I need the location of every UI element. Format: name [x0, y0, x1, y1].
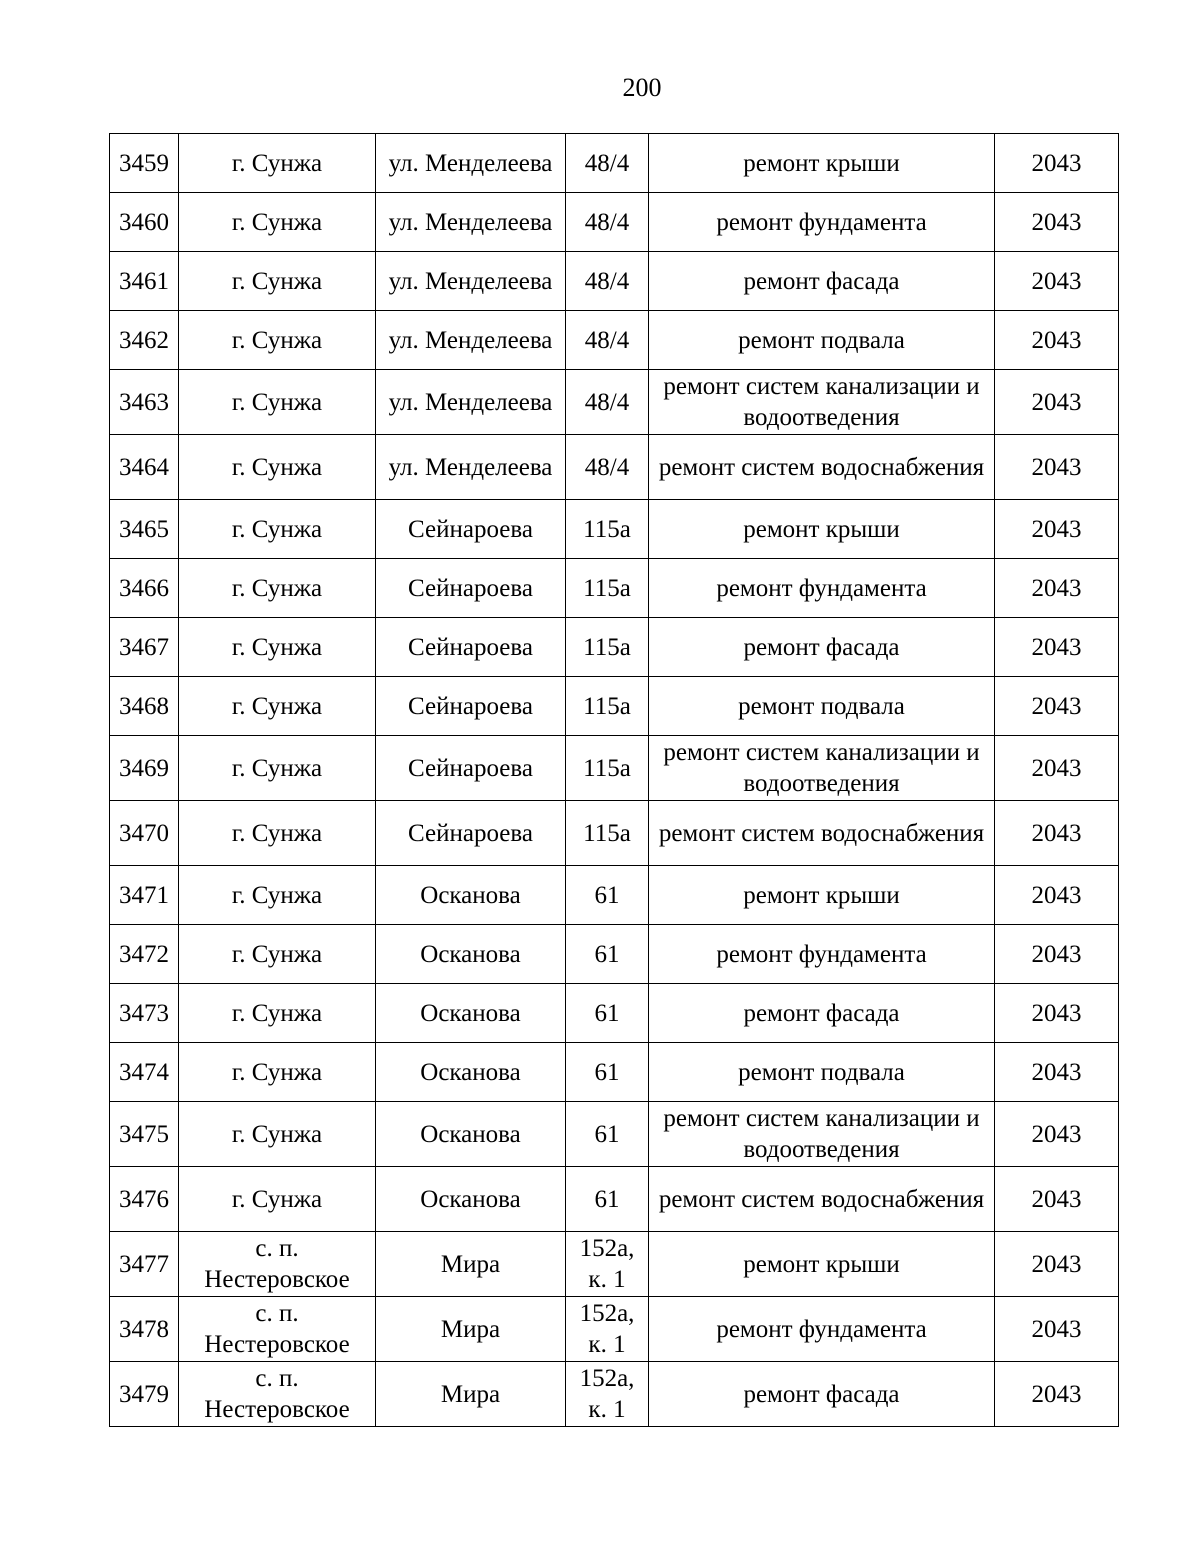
table-row — [110, 618, 1119, 677]
year-cell: 2043 — [995, 866, 1119, 925]
work-type-cell: ремонт подвала — [649, 677, 995, 736]
work-type-cell: ремонт подвала — [649, 311, 995, 370]
street-cell: Осканова — [376, 866, 566, 925]
year-cell: 2043 — [995, 736, 1119, 801]
row-number: 3472 — [110, 925, 179, 984]
row-number: 3460 — [110, 193, 179, 252]
row-number: 3468 — [110, 677, 179, 736]
row-number: 3475 — [110, 1102, 179, 1167]
work-type-cell: ремонт крыши — [649, 134, 995, 193]
work-type-cell: ремонт систем водоснабжения — [649, 801, 995, 866]
year-cell: 2043 — [995, 801, 1119, 866]
row-number: 3476 — [110, 1167, 179, 1232]
year-cell: 2043 — [995, 559, 1119, 618]
house-cell: 115а — [566, 736, 649, 801]
street-cell: Осканова — [376, 984, 566, 1043]
year-cell: 2043 — [995, 1043, 1119, 1102]
work-type-cell: ремонт систем водоснабжения — [649, 1167, 995, 1232]
row-number: 3467 — [110, 618, 179, 677]
row-number: 3463 — [110, 370, 179, 435]
table-row — [110, 1362, 1119, 1427]
row-number: 3462 — [110, 311, 179, 370]
street-cell: ул. Менделеева — [376, 193, 566, 252]
street-cell: Сейнароева — [376, 618, 566, 677]
house-cell: 115а — [566, 559, 649, 618]
work-type-cell: ремонт фундамента — [649, 193, 995, 252]
locality-cell: г. Сунжа — [179, 1167, 376, 1232]
house-cell: 48/4 — [566, 252, 649, 311]
row-number: 3466 — [110, 559, 179, 618]
work-type-cell: ремонт фундамента — [649, 1297, 995, 1362]
locality-cell: г. Сунжа — [179, 500, 376, 559]
row-number: 3461 — [110, 252, 179, 311]
locality-cell: с. п. Нестеровское — [179, 1232, 376, 1297]
locality-cell: г. Сунжа — [179, 193, 376, 252]
row-number: 3464 — [110, 435, 179, 500]
row-number: 3459 — [110, 134, 179, 193]
house-cell: 48/4 — [566, 370, 649, 435]
repair-schedule-table — [109, 133, 1119, 1427]
table-row — [110, 435, 1119, 500]
row-number: 3473 — [110, 984, 179, 1043]
house-cell: 152а, к. 1 — [566, 1362, 649, 1427]
table-row — [110, 1297, 1119, 1362]
house-cell: 61 — [566, 1043, 649, 1102]
work-type-cell: ремонт подвала — [649, 1043, 995, 1102]
house-cell: 115а — [566, 801, 649, 866]
table-row — [110, 370, 1119, 435]
house-cell: 115а — [566, 677, 649, 736]
table-row — [110, 500, 1119, 559]
work-type-cell: ремонт фундамента — [649, 559, 995, 618]
page-number: 200 — [622, 73, 662, 102]
work-type-cell: ремонт крыши — [649, 500, 995, 559]
work-type-cell: ремонт фасада — [649, 1362, 995, 1427]
work-type-cell: ремонт систем водоснабжения — [649, 435, 995, 500]
street-cell: Сейнароева — [376, 559, 566, 618]
row-number: 3474 — [110, 1043, 179, 1102]
year-cell: 2043 — [995, 311, 1119, 370]
locality-cell: г. Сунжа — [179, 984, 376, 1043]
house-cell: 61 — [566, 866, 649, 925]
table-row — [110, 801, 1119, 866]
work-type-cell: ремонт крыши — [649, 1232, 995, 1297]
year-cell: 2043 — [995, 984, 1119, 1043]
locality-cell: г. Сунжа — [179, 618, 376, 677]
street-cell: ул. Менделеева — [376, 311, 566, 370]
house-cell: 48/4 — [566, 435, 649, 500]
locality-cell: г. Сунжа — [179, 252, 376, 311]
row-number: 3471 — [110, 866, 179, 925]
street-cell: Осканова — [376, 1102, 566, 1167]
street-cell: Мира — [376, 1232, 566, 1297]
work-type-cell: ремонт фасада — [649, 618, 995, 677]
table-row — [110, 866, 1119, 925]
locality-cell: г. Сунжа — [179, 677, 376, 736]
table-row — [110, 134, 1119, 193]
street-cell: ул. Менделеева — [376, 134, 566, 193]
street-cell: ул. Менделеева — [376, 370, 566, 435]
house-cell: 61 — [566, 1167, 649, 1232]
table-row — [110, 677, 1119, 736]
street-cell: Осканова — [376, 1167, 566, 1232]
row-number: 3465 — [110, 500, 179, 559]
table-row — [110, 1167, 1119, 1232]
table-row — [110, 559, 1119, 618]
year-cell: 2043 — [995, 370, 1119, 435]
house-cell: 48/4 — [566, 134, 649, 193]
row-number: 3479 — [110, 1362, 179, 1427]
street-cell: ул. Менделеева — [376, 435, 566, 500]
house-cell: 48/4 — [566, 311, 649, 370]
house-cell: 48/4 — [566, 193, 649, 252]
locality-cell: г. Сунжа — [179, 134, 376, 193]
year-cell: 2043 — [995, 500, 1119, 559]
house-cell: 115а — [566, 618, 649, 677]
table-row — [110, 736, 1119, 801]
locality-cell: г. Сунжа — [179, 866, 376, 925]
locality-cell: г. Сунжа — [179, 925, 376, 984]
locality-cell: с. п. Нестеровское — [179, 1362, 376, 1427]
street-cell: Сейнароева — [376, 801, 566, 866]
table-row — [110, 252, 1119, 311]
house-cell: 152а, к. 1 — [566, 1232, 649, 1297]
locality-cell: г. Сунжа — [179, 736, 376, 801]
table-row — [110, 1232, 1119, 1297]
locality-cell: г. Сунжа — [179, 1102, 376, 1167]
row-number: 3477 — [110, 1232, 179, 1297]
work-type-cell: ремонт фундамента — [649, 925, 995, 984]
street-cell: Осканова — [376, 925, 566, 984]
house-cell: 152а, к. 1 — [566, 1297, 649, 1362]
locality-cell: г. Сунжа — [179, 559, 376, 618]
year-cell: 2043 — [995, 1362, 1119, 1427]
house-cell: 61 — [566, 984, 649, 1043]
year-cell: 2043 — [995, 252, 1119, 311]
table-row — [110, 1043, 1119, 1102]
work-type-cell: ремонт фасада — [649, 984, 995, 1043]
row-number: 3478 — [110, 1297, 179, 1362]
house-cell: 115а — [566, 500, 649, 559]
table-row — [110, 311, 1119, 370]
locality-cell: г. Сунжа — [179, 1043, 376, 1102]
street-cell: Мира — [376, 1297, 566, 1362]
locality-cell: г. Сунжа — [179, 370, 376, 435]
year-cell: 2043 — [995, 618, 1119, 677]
year-cell: 2043 — [995, 925, 1119, 984]
street-cell: Мира — [376, 1362, 566, 1427]
row-number: 3469 — [110, 736, 179, 801]
year-cell: 2043 — [995, 677, 1119, 736]
year-cell: 2043 — [995, 1102, 1119, 1167]
year-cell: 2043 — [995, 435, 1119, 500]
work-type-cell: ремонт систем канализации и водоотведения — [649, 1102, 995, 1167]
table-row — [110, 925, 1119, 984]
house-cell: 61 — [566, 1102, 649, 1167]
locality-cell: г. Сунжа — [179, 435, 376, 500]
table-row — [110, 1102, 1119, 1167]
row-number: 3470 — [110, 801, 179, 866]
street-cell: Сейнароева — [376, 736, 566, 801]
year-cell: 2043 — [995, 134, 1119, 193]
table-row — [110, 984, 1119, 1043]
year-cell: 2043 — [995, 193, 1119, 252]
locality-cell: с. п. Нестеровское — [179, 1297, 376, 1362]
locality-cell: г. Сунжа — [179, 801, 376, 866]
street-cell: ул. Менделеева — [376, 252, 566, 311]
year-cell: 2043 — [995, 1297, 1119, 1362]
work-type-cell: ремонт фасада — [649, 252, 995, 311]
work-type-cell: ремонт систем канализации и водоотведения — [649, 370, 995, 435]
year-cell: 2043 — [995, 1232, 1119, 1297]
year-cell: 2043 — [995, 1167, 1119, 1232]
locality-cell: г. Сунжа — [179, 311, 376, 370]
street-cell: Сейнароева — [376, 500, 566, 559]
work-type-cell: ремонт систем канализации и водоотведения — [649, 736, 995, 801]
work-type-cell: ремонт крыши — [649, 866, 995, 925]
street-cell: Сейнароева — [376, 677, 566, 736]
table-row — [110, 193, 1119, 252]
street-cell: Осканова — [376, 1043, 566, 1102]
house-cell: 61 — [566, 925, 649, 984]
